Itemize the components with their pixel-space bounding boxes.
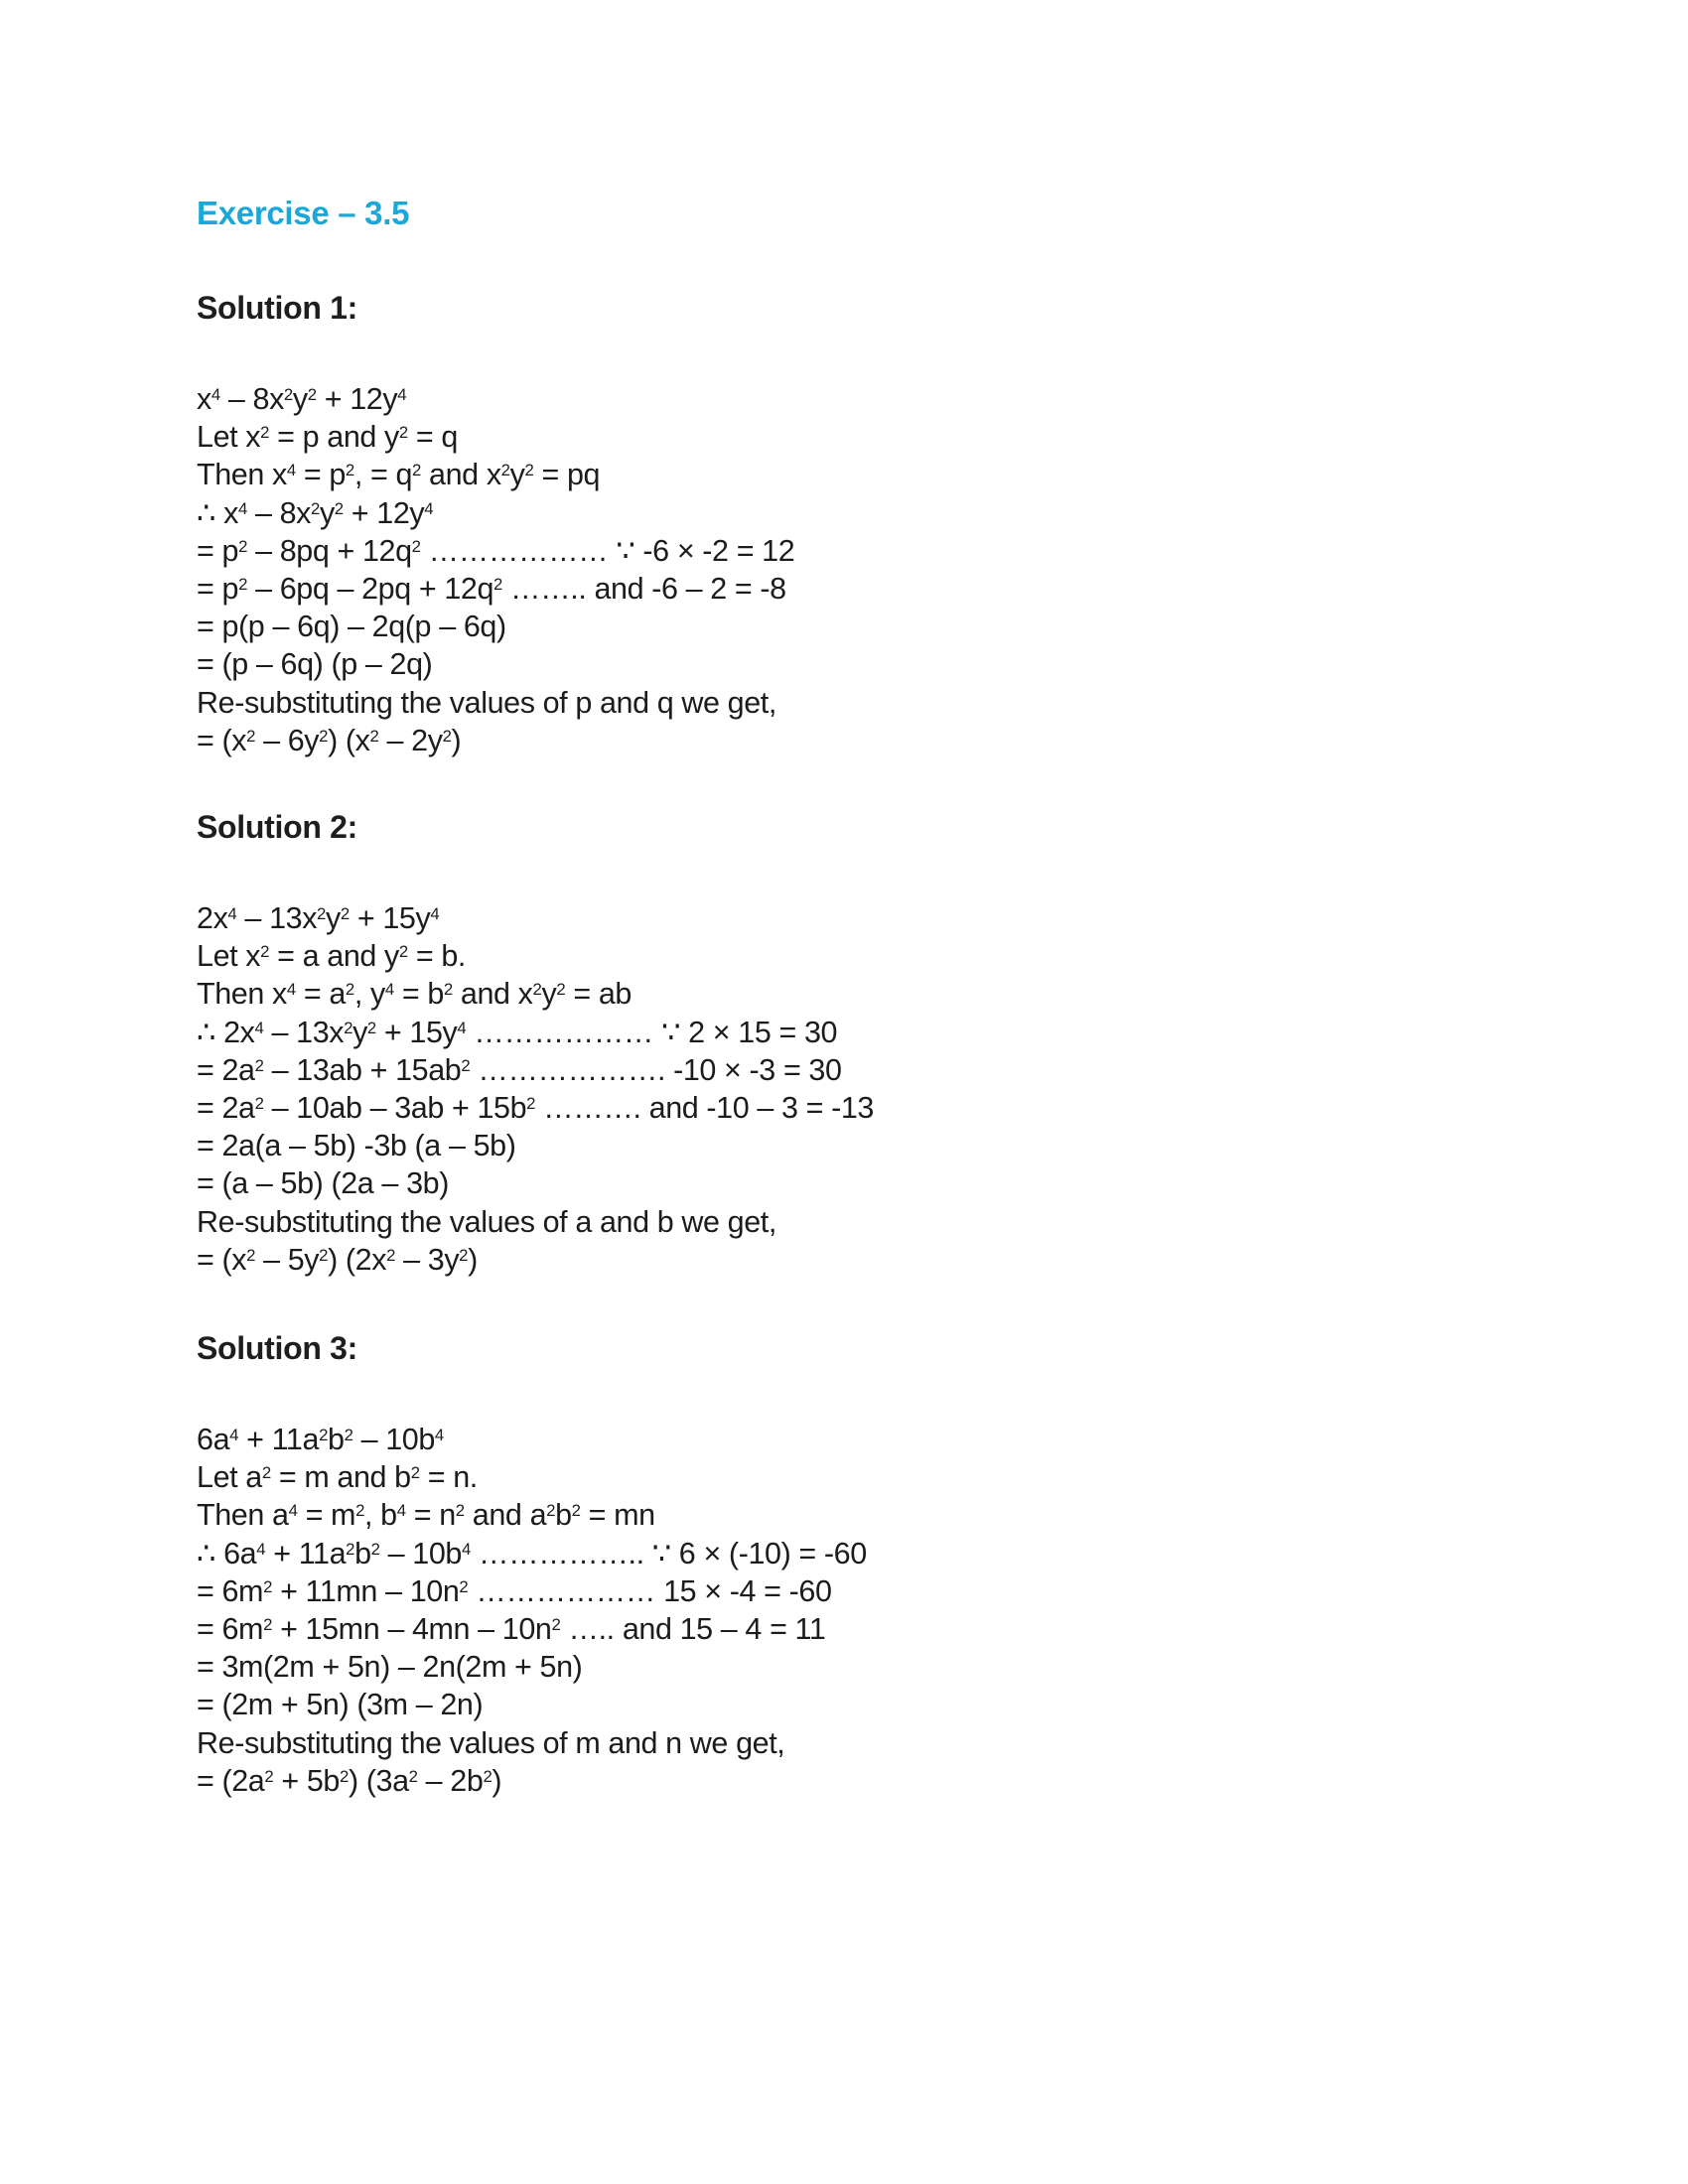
math-line: ∴ $6a^4 + 11a^2b^2 - 10b^4$ …………….. ∵ 6 × (-10) = -60 xyxy=(197,1536,867,1570)
exercise-title: Exercise – 3.5 xyxy=(197,195,410,231)
math-line: = $2a^2 - 13ab + 15ab^2$ ………………. -10 × -3 = 30 xyxy=(197,1052,842,1087)
math-line: ∴ $x^4 - 8x^2y^2 + 12y^4$ xyxy=(197,495,434,530)
math-line: = 2a(a – 5b) -3b (a – 5b) xyxy=(197,1129,516,1163)
math-line: = (2m + 5n) (3m – 2n) xyxy=(197,1688,484,1722)
math-line: = $(x^2 - 6y^2)$ $(x^2 - 2y^2)$ xyxy=(197,723,462,757)
math-line: = $2a^2 - 10ab - 3ab + 15b^2$ ………. and -10 – 3 = -13 xyxy=(197,1090,874,1125)
solution-2-body xyxy=(197,899,874,1279)
solution-1-heading: Solution 1: xyxy=(197,290,358,326)
math-line: = $6m^2 + 11mn - 10n^2$ ……………… 15 × -4 = -60 xyxy=(197,1573,832,1608)
math-line: = (p – 6q) (p – 2q) xyxy=(197,647,433,682)
math-line: Re-substituting the values of a and b we get, xyxy=(197,1204,776,1239)
math-line: $2x^4 - 13x^2y^2 + 15y^4$ xyxy=(197,901,440,935)
math-line: Then $x^4 = a^2$, $y^4 = b^2$ and $x^2y^2$ = ab xyxy=(197,977,632,1012)
math-line: Re-substituting the values of m and n we get, xyxy=(197,1725,785,1760)
math-line: $6a^4 + 11a^2b^2 - 10b^4$ xyxy=(197,1423,444,1456)
math-line: Re-substituting the values of p and q we get, xyxy=(197,685,776,720)
solution-3-body xyxy=(197,1421,867,1800)
math-line: = $(2a^2 + 5b^2)$ $(3a^2 - 2b^2)$ xyxy=(197,1763,502,1798)
math-line: = p(p – 6q) – 2q(p – 6q) xyxy=(197,610,506,644)
math-line: ∴ $2x^4 - 13x^2y^2 + 15y^4$ ……………… ∵ 2 × 15 = 30 xyxy=(197,1015,838,1049)
math-line: Let $x^2 = a$ and $y^2 = b$. xyxy=(197,939,467,974)
math-line: Then $a^4 = m^2$, $b^4 = n^2$ and $a^2b^2$ = mn xyxy=(197,1498,655,1533)
math-line: = $p^2 - 8pq + 12q^2$ ……………… ∵ -6 × -2 = 12 xyxy=(197,533,795,568)
math-line: Let $x^2 = p$ and $y^2 = q$ xyxy=(197,420,458,455)
math-line: = 3m(2m + 5n) – 2n(2m + 5n) xyxy=(197,1650,583,1685)
solution-2-heading: Solution 2: xyxy=(197,809,358,845)
math-line: = $p^2 - 6pq - 2pq + 12q^2$ …….. and -6 – 2 = -8 xyxy=(197,571,786,606)
solution-3-heading: Solution 3: xyxy=(197,1330,358,1366)
math-line: = (a – 5b) (2a – 3b) xyxy=(197,1166,449,1201)
math-line: Let $a^2 = m$ and $b^2 = n$. xyxy=(197,1460,478,1495)
solution-1-body xyxy=(197,380,794,759)
math-line: = $(x^2 - 5y^2)$ $(2x^2 - 3y^2)$ xyxy=(197,1242,478,1277)
math-line: Then $x^4 = p^2$, = $q^2$ and $x^2y^2$ = pq xyxy=(197,458,601,492)
math-line: $x^4 - 8x^2y^2 + 12y^4$ xyxy=(197,382,407,416)
math-line: = $6m^2 + 15mn - 4mn - 10n^2$ ….. and 15 – 4 = 11 xyxy=(197,1611,826,1646)
